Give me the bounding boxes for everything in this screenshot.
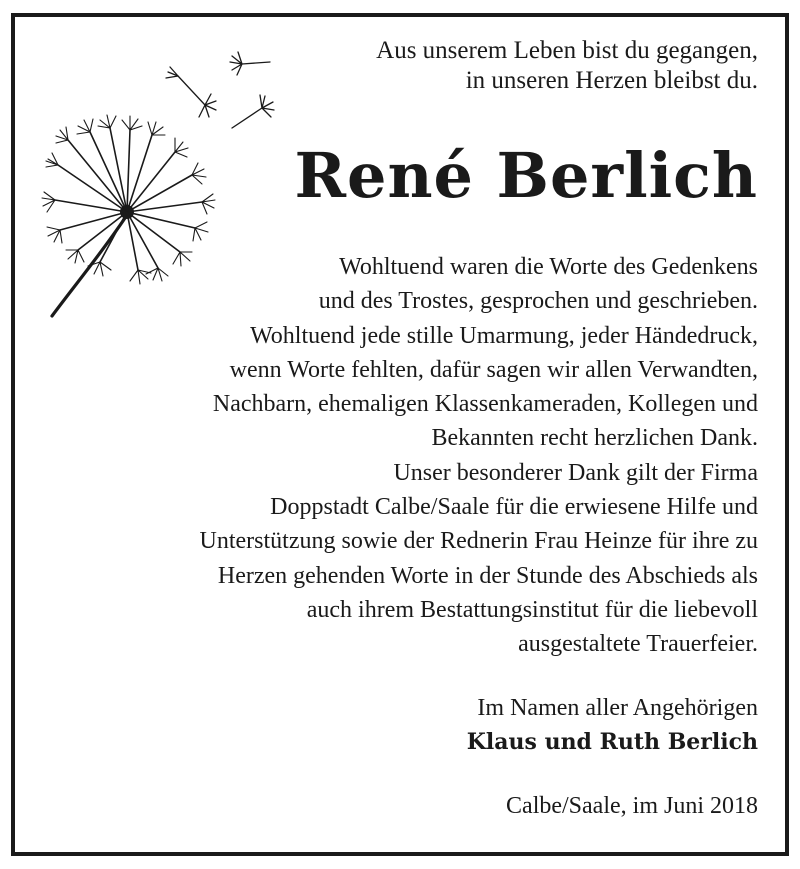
deceased-name: René Berlich bbox=[294, 139, 758, 212]
motto-line: in unseren Herzen bleibst du. bbox=[465, 67, 758, 94]
body-line: und des Trostes, gesprochen und geschrieben. bbox=[318, 288, 758, 315]
closing bbox=[467, 691, 758, 759]
closing-intro: Im Namen aller Angehörigen bbox=[477, 695, 758, 721]
body-line: ausgestaltete Trauerfeier. bbox=[518, 631, 758, 658]
body-line: auch ihrem Bestattungsinstitut für die liebevoll bbox=[306, 596, 758, 623]
body-line: Wohltuend jede stille Umarmung, jeder Händedruck, bbox=[250, 322, 758, 349]
motto bbox=[376, 36, 758, 96]
place-date: Calbe/Saale, im Juni 2018 bbox=[506, 793, 758, 819]
body-line: Bekannten recht herzlichen Dank. bbox=[431, 425, 758, 452]
body-line: Doppstadt Calbe/Saale für die erwiesene Hilfe und bbox=[270, 494, 758, 521]
body-line: Wohltuend waren die Worte des Gedenkens bbox=[339, 254, 758, 280]
body-line: Unterstützung sowie der Rednerin Frau Heinze für ihre zu bbox=[199, 528, 758, 555]
body-line: Herzen gehenden Worte in der Stunde des Abschieds als bbox=[217, 562, 758, 589]
body-line: Nachbarn, ehemaligen Klassenkameraden, Kollegen und bbox=[212, 391, 758, 418]
motto-line: Aus unserem Leben bist du gegangen, bbox=[376, 37, 758, 64]
thank-you-text bbox=[38, 250, 758, 662]
body-line: wenn Worte fehlten, dafür sagen wir allen Verwandten, bbox=[229, 356, 758, 383]
body-line: Unser besonderer Dank gilt der Firma bbox=[393, 459, 758, 486]
signers: Klaus und Ruth Berlich bbox=[466, 729, 758, 755]
